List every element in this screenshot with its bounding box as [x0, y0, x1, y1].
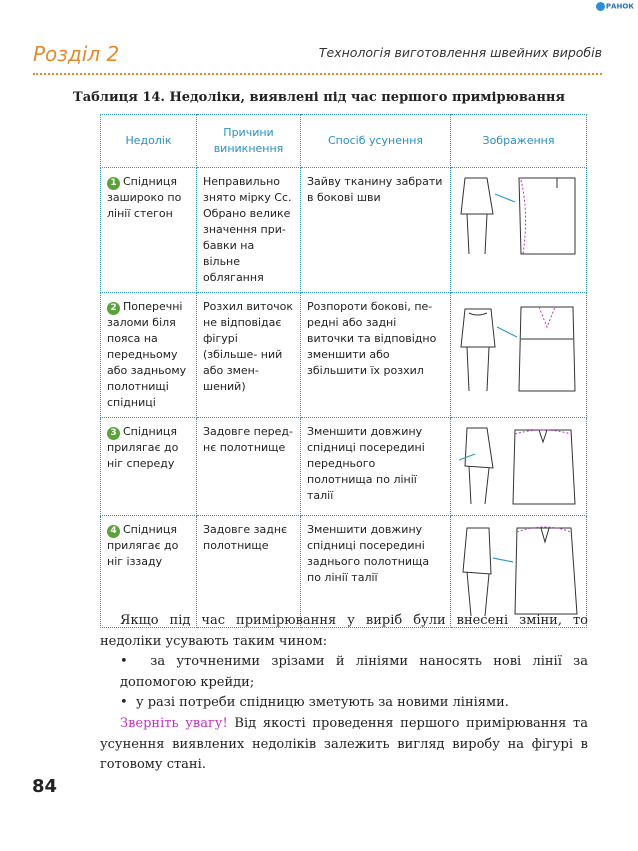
- logo-icon: [596, 2, 605, 11]
- row-number-badge: 3: [107, 427, 120, 440]
- fix-cell: Зменшити довжину спідниці посередині переднього полотнища по лінії талії: [301, 418, 451, 516]
- column-header: Зображення: [451, 115, 587, 168]
- cause-cell: Неправильно знято мірку Сс. Обрано велике значення при- бавки на вільне облягання: [197, 168, 301, 293]
- fix-cell: Розпороти бокові, пе- редні або задні виточки та відповідно зменшити або збільшити їх розхил: [301, 293, 451, 418]
- table-row: [101, 418, 587, 516]
- defect-cell: [101, 418, 197, 516]
- skirt-wide-hips-illustration: [457, 174, 581, 264]
- table-header-row: [101, 115, 587, 168]
- list-item-text: за уточненими зрізами й лініями наносять нові лінії за допомогою крейди;: [120, 654, 588, 690]
- row-number-badge: 2: [107, 302, 120, 315]
- cause-cell: Розхил виточок не відповідає фігурі (збільше- ний або змен- шений): [197, 293, 301, 418]
- illustration-cell: [451, 418, 587, 516]
- bullet-icon: •: [120, 695, 136, 710]
- list-item: [120, 652, 588, 693]
- skirt-waist-folds-illustration: [457, 299, 581, 399]
- note-text: Від якості проведення першого примірювання та усунення виявлених недоліків залежить вигляд виробу на фігурі в готовому стані.: [100, 716, 588, 772]
- note-paragraph: [100, 714, 588, 776]
- column-header: Недолік: [101, 115, 197, 168]
- table-caption: Таблиця 14. Недоліки, виявлені під час першого примірювання: [73, 90, 565, 105]
- table-row: [101, 168, 587, 293]
- note-label: Зверніть увагу!: [120, 716, 228, 731]
- section-title: Розділ 2: [33, 42, 120, 66]
- column-header: Спосіб усунення: [301, 115, 451, 168]
- defect-cell: [101, 293, 197, 418]
- skirt-back-cling-illustration: [457, 522, 581, 620]
- fix-cell: Зменшити довжину спідниці посередині заднього полотнища по лінії талії: [301, 516, 451, 628]
- defect-text: Поперечні заломи біля пояса на передньому або задньому полотнищі спідниці: [107, 300, 187, 409]
- header-divider: [33, 73, 602, 75]
- defect-text: Спідниця зашироко по лінії стегон: [107, 175, 182, 220]
- cause-cell: Задовге заднє полотнище: [197, 516, 301, 628]
- table-row: [101, 293, 587, 418]
- logo-text: РАНОК: [605, 2, 634, 11]
- page-number: 84: [32, 776, 58, 797]
- defect-text: Спідниця прилягає до ніг спереду: [107, 425, 179, 470]
- row-number-badge: 1: [107, 177, 120, 190]
- running-title: Технологія виготовлення швейних виробів: [318, 45, 602, 60]
- intro-paragraph: Якщо під час примірювання у виріб були внесені зміни, то недоліки усувають таким чином:: [100, 613, 588, 649]
- column-header: Причини виникнення: [197, 115, 301, 168]
- skirt-front-cling-illustration: [457, 424, 581, 508]
- list-item: [120, 693, 588, 714]
- bullet-icon: •: [120, 654, 151, 669]
- illustration-cell: [451, 168, 587, 293]
- list-item-text: у разі потреби спідницю зметують за новими лініями.: [135, 695, 509, 710]
- defects-table: [100, 114, 587, 628]
- cause-cell: Задовге перед- нє полотнище: [197, 418, 301, 516]
- illustration-cell: [451, 293, 587, 418]
- defect-cell: [101, 168, 197, 293]
- publisher-logo: [596, 2, 634, 11]
- row-number-badge: 4: [107, 525, 120, 538]
- defect-text: Спідниця прилягає до ніг іззаду: [107, 523, 179, 568]
- fix-cell: Зайву тканину забрати в бокові шви: [301, 168, 451, 293]
